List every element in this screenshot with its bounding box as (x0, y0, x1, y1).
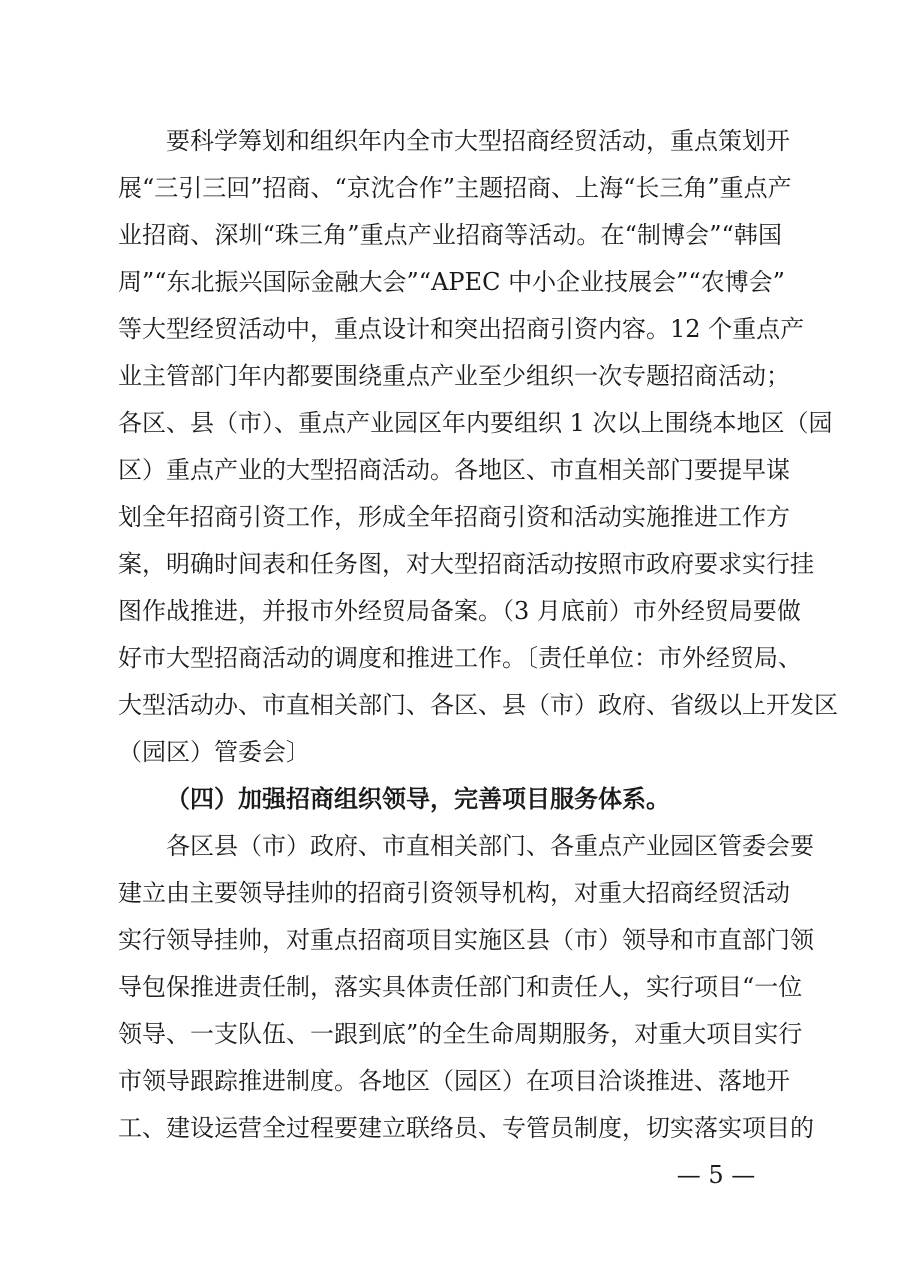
paragraph-2-line-2: 建立由主要领导挂帅的招商引资领导机构，对重大招商经贸活动 (118, 879, 790, 907)
paragraph-2-line-3: 实行领导挂帅，对重点招商项目实施区县（市）领导和市直部门领 (118, 926, 814, 954)
paragraph-1-line-6: 业主管部门年内都要围绕重点产业至少组织一次专题招商活动； (118, 362, 790, 390)
paragraph-1-line-10: 案，明确时间表和任务图，对大型招商活动按照市政府要求实行挂 (118, 550, 814, 578)
paragraph-1-line-4: 周”“东北振兴国际金融大会”“APEC 中小企业技展会”“农博会” (118, 268, 785, 296)
paragraph-1-line-14: （园区）管委会〕 (118, 738, 310, 766)
paragraph-2-line-4: 导包保推进责任制，落实具体责任部门和责任人，实行项目“一位 (118, 973, 803, 1001)
paragraph-1-line-5: 等大型经贸活动中，重点设计和突出招商引资内容。12 个重点产 (118, 315, 805, 343)
page-number: — 5 — (676, 1161, 756, 1189)
paragraph-1-line-8: 区）重点产业的大型招商活动。各地区、市直相关部门要提早谋 (118, 456, 790, 484)
paragraph-2-line-7: 工、建设运营全过程要建立联络员、专管员制度，切实落实项目的 (118, 1114, 814, 1142)
paragraph-1-line-11: 图作战推进，并报市外经贸局备案。（3 月底前）市外经贸局要做 (118, 597, 801, 625)
paragraph-2-line-5: 领导、一支队伍、一跟到底”的全生命周期服务，对重大项目实行 (118, 1020, 803, 1048)
paragraph-2-line-6: 市领导跟踪推进制度。各地区（园区）在项目洽谈推进、落地开 (118, 1067, 790, 1095)
paragraph-1-line-9: 划全年招商引资工作，形成全年招商引资和活动实施推进工作方 (118, 503, 790, 531)
paragraph-1-line-7: 各区、县（市）、重点产业园区年内要组织 1 次以上围绕本地区（园 (118, 409, 833, 437)
paragraph-2-line-1: 各区县（市）政府、市直相关部门、各重点产业园区管委会要 (166, 832, 814, 860)
paragraph-1-line-1: 要科学筹划和组织年内全市大型招商经贸活动，重点策划开 (166, 127, 790, 155)
paragraph-1-line-3: 业招商、深圳“珠三角”重点产业招商等活动。在“制博会”“韩国 (118, 221, 782, 249)
section-heading: （四）加强招商组织领导，完善项目服务体系。 (166, 784, 670, 813)
paragraph-1-line-13: 大型活动办、市直相关部门、各区、县（市）政府、省级以上开发区 (118, 691, 838, 719)
paragraph-1-line-12: 好市大型招商活动的调度和推进工作。〔责任单位：市外经贸局、 (118, 644, 802, 672)
paragraph-1-line-2: 展“三引三回”招商、“京沈合作”主题招商、上海“长三角”重点产 (118, 174, 792, 202)
